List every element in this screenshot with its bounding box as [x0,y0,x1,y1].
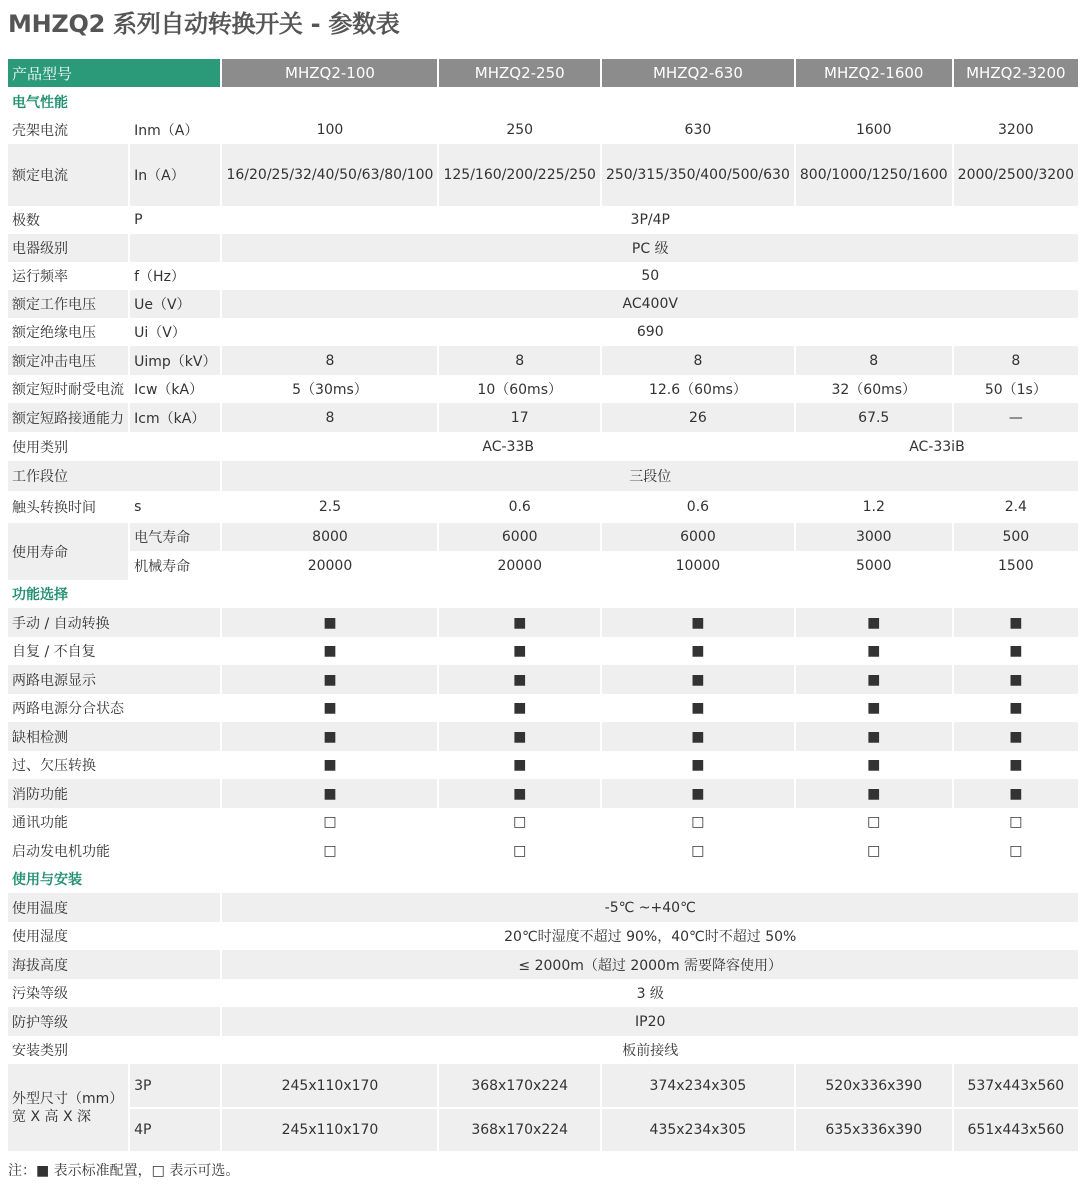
table-row [8,116,1078,144]
table-row [8,432,1078,461]
row-label: 电器级别 [8,234,128,262]
table-row [8,375,1078,403]
row-unit [130,234,220,262]
cell-value: 50 [641,268,660,284]
row-label: 额定工作电压 [8,290,128,318]
table-row [8,637,1078,665]
row-label: 消防功能 [8,779,220,808]
option-mark: ■ [796,722,952,751]
table-row [8,950,1078,979]
cell-value: 3000 [796,523,952,551]
cell-value: 0.6 [686,499,710,515]
option-mark: ■ [1009,700,1023,716]
table-row [8,491,1078,523]
option-mark: ■ [602,608,794,637]
cell-value: 630 [684,122,712,138]
cell-value: 67.5 [796,403,952,432]
cell-value: 16/20/25/32/40/50/63/80/100 [222,144,437,206]
page-title: MHZQ2 系列自动转换开关 - 参数表 [8,10,400,38]
option-mark: ■ [954,779,1078,808]
row-label: 安装类别 [12,1043,68,1059]
option-mark: ■ [602,665,794,694]
cell-value: 368x170x224 [439,1064,599,1107]
cell-value: 1500 [954,551,1078,580]
cell-value: 3 级 [636,986,664,1002]
option-mark: ■ [867,643,881,659]
cell-value: 6000 [439,523,599,551]
option-mark: ■ [439,665,599,694]
option-mark: □ [867,814,881,830]
table-row [8,234,1078,262]
row-label: 缺相检测 [8,722,220,751]
option-mark: ■ [323,700,337,716]
option-mark: ■ [222,665,437,694]
option-mark: ■ [954,608,1078,637]
cell-value: — [954,403,1078,432]
cell-value: 500 [954,523,1078,551]
cell-value: 690 [636,324,664,340]
option-mark: ■ [513,643,527,659]
option-mark: ■ [867,757,881,773]
row-label: 触头转换时间 [12,500,96,516]
option-mark: ■ [796,779,952,808]
cell-value: 8 [796,346,952,375]
cell-value: 10（60ms） [477,382,562,398]
option-mark: ■ [222,722,437,751]
cell-value: 三段位 [222,461,1078,491]
table-row [8,922,1078,950]
table-row [8,608,1078,637]
option-mark: ■ [691,700,705,716]
cell-value: 651x443x560 [954,1107,1078,1151]
row-unit: 3P [130,1064,220,1107]
cell-value: ≤ 2000m（超过 2000m 需要降容使用） [222,950,1078,979]
table-row [8,665,1078,694]
option-mark: ■ [1009,757,1023,773]
option-mark: ■ [222,779,437,808]
cell-value: 800/1000/1250/1600 [796,144,952,206]
cell-value: 0.6 [508,499,531,515]
spec-table [6,59,1080,1151]
option-mark: □ [1009,814,1023,830]
cell-value: 8 [222,346,437,375]
option-mark: ■ [796,608,952,637]
cell-value: 板前接线 [622,1043,679,1059]
option-mark: ■ [513,700,527,716]
cell-value: 5000 [796,551,952,580]
table-row [8,979,1078,1007]
cell-value: 10000 [602,551,794,580]
cell-value: IP20 [222,1007,1078,1036]
table-row [8,523,1078,551]
table-row [8,779,1078,808]
option-mark: □ [513,814,527,830]
cell-value: 20000 [439,551,599,580]
table-row [8,206,1078,234]
row-unit: Ue（V） [130,290,220,318]
table-row [8,893,1078,922]
row-unit: Inm（A） [134,123,199,139]
cell-value: 2.4 [1004,499,1027,515]
table-row [8,318,1078,346]
cell-value: 5（30ms） [292,382,368,398]
table-row [8,1064,1078,1107]
row-label: 海拔高度 [8,950,220,979]
row-unit: Uimp（kV） [130,346,220,375]
cell-value: PC 级 [222,234,1078,262]
row-unit: P [134,212,143,228]
option-mark: ■ [323,757,337,773]
cell-value: 6000 [602,523,794,551]
row-label: 使用温度 [8,893,220,922]
table-row [8,290,1078,318]
cell-value: 520x336x390 [796,1064,952,1107]
table-row [8,1107,1078,1151]
table-row [8,722,1078,751]
option-mark: □ [691,842,705,859]
cell-value: 245x110x170 [222,1107,437,1151]
row-unit: 电气寿命 [130,523,220,551]
cell-value: 1600 [855,122,892,138]
row-label: 使用寿命 [8,523,128,580]
table-row [8,751,1078,779]
option-mark: ■ [602,722,794,751]
table-row [8,1007,1078,1036]
option-mark: □ [323,842,337,859]
row-label: 手动 / 自动转换 [8,608,220,637]
cell-value: 368x170x224 [439,1107,599,1151]
table-row [8,551,1078,580]
row-label: 防护等级 [8,1007,220,1036]
cell-value: 8 [439,346,599,375]
model-header: MHZQ2-1600 [796,59,952,87]
section-title-install: 使用与安装 [12,872,82,888]
table-row [8,403,1078,432]
option-mark: ■ [1009,643,1023,659]
option-mark: □ [867,842,881,859]
row-label: 过、欠压转换 [12,758,96,774]
row-label: 使用类别 [12,439,68,456]
cell-value: AC-33iB [909,438,965,455]
cell-value: 2000/2500/3200 [954,144,1078,206]
row-label: 两路电源显示 [8,665,220,694]
cell-value: 2.5 [318,499,342,515]
row-label: 工作段位 [8,461,220,491]
option-mark: ■ [513,757,527,773]
option-mark: ■ [691,757,705,773]
option-mark: □ [513,842,527,859]
table-row [8,262,1078,290]
cell-value: 20℃时湿度不超过 90%，40℃时不超过 50% [504,929,797,945]
cell-value: 250 [506,122,534,138]
cell-value: 12.6（60ms） [648,382,747,398]
option-mark: ■ [796,665,952,694]
table-row [8,808,1078,836]
model-header: MHZQ2-630 [602,59,794,87]
row-label: 启动发电机功能 [12,843,110,860]
row-label: 额定短路接通能力 [8,403,128,432]
cell-value: 100 [316,122,344,138]
cell-value: 26 [602,403,794,432]
section-title-function: 功能选择 [12,587,68,603]
option-mark: ■ [867,700,881,716]
model-header: MHZQ2-3200 [954,59,1078,87]
row-label: 壳架电流 [12,123,68,139]
row-label: 自复 / 不自复 [12,644,96,660]
option-mark: ■ [439,779,599,808]
cell-value: 537x443x560 [954,1064,1078,1107]
cell-value: 32（60ms） [831,382,917,398]
row-label: 运行频率 [12,269,68,285]
table-row [8,461,1078,491]
cell-value: AC400V [222,290,1078,318]
cell-value: 125/160/200/225/250 [439,144,599,206]
table-row [8,694,1078,722]
cell-value: 17 [439,403,599,432]
footnote: 注：■ 表示标准配置，□ 表示可选。 [8,1163,240,1179]
option-mark: ■ [602,779,794,808]
option-mark: □ [323,814,337,830]
row-unit: 4P [130,1107,220,1151]
cell-value: 250/315/350/400/500/630 [602,144,794,206]
option-mark: ■ [323,643,337,659]
row-label: 两路电源分合状态 [12,701,124,717]
cell-value: 635x336x390 [796,1107,952,1151]
row-unit: s [134,499,142,515]
row-unit: In（A） [130,144,220,206]
model-header-label: 产品型号 [8,59,220,87]
option-mark: ■ [691,643,705,659]
section-title-electrical: 电气性能 [12,94,68,111]
row-label: 外型尺寸（mm）宽 X 高 X 深 [8,1064,128,1151]
row-unit: 机械寿命 [130,551,220,580]
option-mark: ■ [954,722,1078,751]
table-row [8,346,1078,375]
row-unit: Icw（kA） [134,382,204,398]
row-label: 污染等级 [12,986,68,1002]
row-unit: Ui（V） [134,325,186,341]
row-unit: f（Hz） [134,269,185,285]
cell-value: 8 [954,346,1078,375]
option-mark: ■ [439,722,599,751]
cell-value: 374x234x305 [602,1064,794,1107]
row-label: 极数 [12,213,40,229]
cell-value: 50（1s） [984,382,1047,398]
option-mark: ■ [439,608,599,637]
option-mark: ■ [954,665,1078,694]
header-row [8,59,1078,87]
row-label: 使用湿度 [12,929,68,945]
cell-value: 20000 [222,551,437,580]
model-header: MHZQ2-250 [439,59,599,87]
model-header: MHZQ2-100 [222,59,437,87]
cell-value: 8 [222,403,437,432]
table-row [8,1036,1078,1064]
cell-value: 3P/4P [630,212,670,228]
cell-value: 8000 [222,523,437,551]
option-mark: □ [1009,842,1023,859]
row-label: 额定电流 [8,144,128,206]
table-row [8,836,1078,865]
cell-value: 435x234x305 [602,1107,794,1151]
cell-value: 3200 [998,122,1034,138]
cell-value: 8 [602,346,794,375]
cell-value: AC-33B [482,438,534,455]
row-label: 额定绝缘电压 [12,325,96,341]
row-label: 额定短时耐受电流 [12,382,124,398]
row-label: 额定冲击电压 [8,346,128,375]
row-unit: Icm（kA） [130,403,220,432]
table-row [8,144,1078,206]
option-mark: ■ [222,608,437,637]
cell-value: -5℃ ~+40℃ [222,893,1078,922]
cell-value: 245x110x170 [222,1064,437,1107]
cell-value: 1.2 [862,499,885,515]
option-mark: □ [691,814,705,830]
row-label: 通讯功能 [12,815,68,831]
